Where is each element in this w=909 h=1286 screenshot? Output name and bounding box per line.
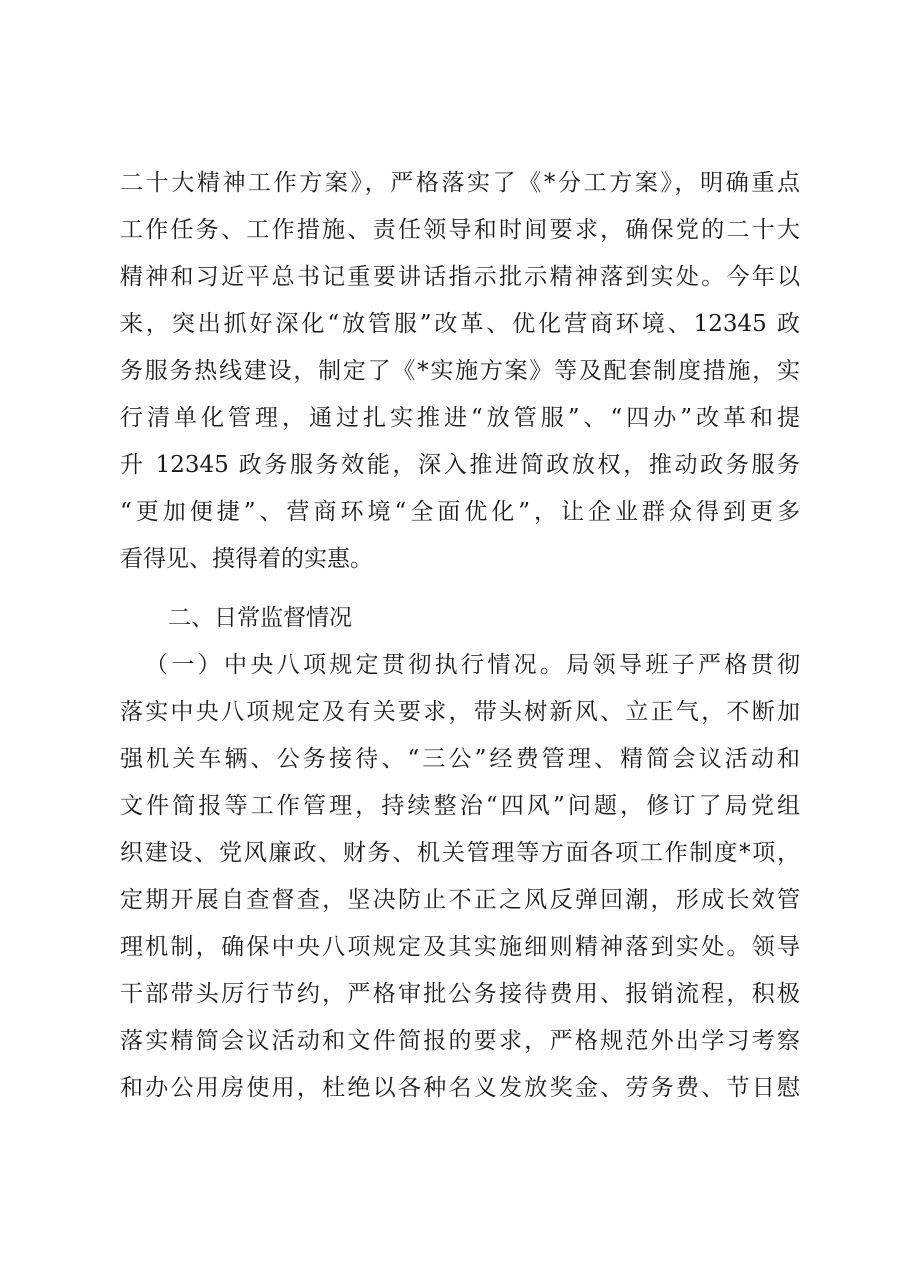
paragraph-2-line-6: 定期开展自查督查，坚决防止不正之风反弹回潮，形成长效管 <box>120 887 800 913</box>
paragraph-2-line-10: 和办公用房使用，杜绝以各种名义发放奖金、劳务费、节日慰 <box>120 1075 800 1101</box>
paragraph-1-line-5: 务服务热线建设，制定了《*实施方案》等及配套制度措施，实 <box>120 358 800 384</box>
paragraph-2-line-1: （一）中央八项规定贯彻执行情况。局领导班子严格贯彻 <box>145 652 800 678</box>
paragraph-2-line-7: 理机制，确保中央八项规定及其实施细则精神落到实处。领导 <box>120 934 800 960</box>
section-heading: 二、日常监督情况 <box>168 605 352 631</box>
paragraph-2-line-8: 干部带头厉行节约，严格审批公务接待费用、报销流程，积极 <box>120 981 800 1007</box>
paragraph-1-line-3: 精神和习近平总书记重要讲话指示批示精神落到实处。今年以 <box>120 264 800 290</box>
paragraph-2-line-3: 强机关车辆、公务接待、“三公”经费管理、精简会议活动和 <box>120 746 800 772</box>
paragraph-1-line-7: 升 12345 政务服务效能，深入推进简政放权，推动政务服务 <box>120 452 800 478</box>
paragraph-1-line-9: 看得见、摸得着的实惠。 <box>120 546 373 572</box>
paragraph-2-line-9: 落实精简会议活动和文件简报的要求，严格规范外出学习考察 <box>120 1028 800 1054</box>
paragraph-1-line-1: 二十大精神工作方案》，严格落实了《*分工方案》，明确重点 <box>120 170 800 196</box>
paragraph-1-line-4: 来，突出抓好深化“放管服”改革、优化营商环境、12345 政 <box>120 311 800 337</box>
paragraph-2-line-4: 文件简报等工作管理，持续整治“四风”问题，修订了局党组 <box>120 793 800 819</box>
paragraph-1-line-6: 行清单化管理，通过扎实推进“放管服”、“四办”改革和提 <box>120 405 800 431</box>
paragraph-1-line-2: 工作任务、工作措施、责任领导和时间要求，确保党的二十大 <box>120 217 800 243</box>
paragraph-1-line-8: “更加便捷”、营商环境“全面优化”，让企业群众得到更多 <box>120 499 800 525</box>
paragraph-2-line-2: 落实中央八项规定及有关要求，带头树新风、立正气，不断加 <box>120 699 800 725</box>
paragraph-2-line-5: 织建设、党风廉政、财务、机关管理等方面各项工作制度*项， <box>120 840 800 866</box>
